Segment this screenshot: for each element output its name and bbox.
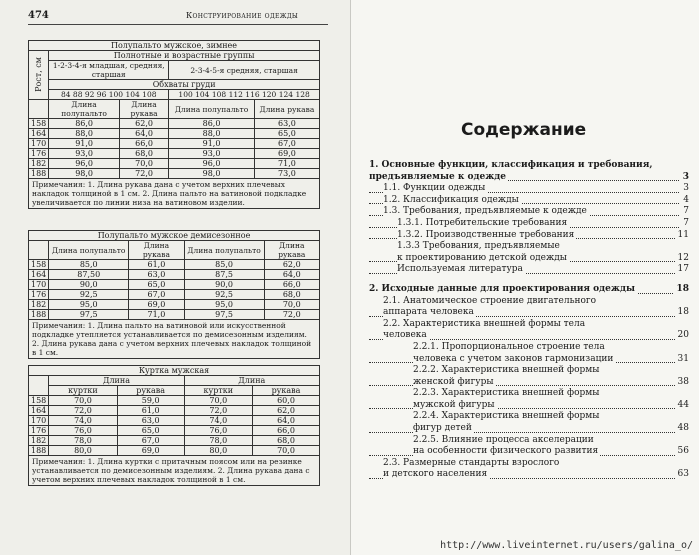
col-header: Длина рукава: [119, 100, 168, 119]
toc-entry[interactable]: [369, 377, 689, 389]
toc-entry[interactable]: [369, 183, 689, 195]
value-cell: 61,0: [117, 406, 184, 416]
col-header: куртки: [49, 386, 117, 396]
toc-page-number: 18: [677, 307, 689, 318]
toc-entry[interactable]: [369, 160, 689, 172]
value-cell: 63,0: [129, 270, 184, 280]
value-cell: 73,0: [254, 169, 319, 179]
value-cell: 62,0: [253, 406, 320, 416]
toc-entry-text: 2.1. Анатомическое строение двигательного: [383, 295, 597, 306]
toc-page-number: 18: [676, 283, 689, 294]
toc-page-number: 56: [677, 446, 689, 457]
height-cell: 164: [29, 129, 49, 139]
group-b-header: 2-3-4-5-я средняя, старшая: [169, 61, 320, 80]
height-cell: 176: [29, 290, 49, 300]
toc-entry-text: мужской фигуры: [413, 399, 495, 410]
running-title: Конструирование одежды: [186, 11, 299, 20]
height-cell: 182: [29, 436, 49, 446]
chest-value: 88: [72, 90, 83, 99]
value-cell: 67,0: [117, 436, 184, 446]
page-header: [28, 10, 328, 25]
toc-entry[interactable]: [369, 241, 689, 253]
toc-entry-text: 2.2.2. Характеристика внешней формы: [413, 365, 600, 376]
value-cell: 85,0: [49, 260, 129, 270]
value-cell: 96,0: [169, 159, 255, 169]
value-cell: 72,0: [119, 169, 168, 179]
value-cell: 80,0: [184, 446, 252, 456]
empty-cell: [29, 241, 49, 260]
chest-value: 116: [245, 90, 260, 99]
value-cell: 68,0: [119, 149, 168, 159]
empty-cell: [29, 100, 49, 119]
value-cell: 70,0: [264, 300, 319, 310]
toc-page-number: 7: [683, 217, 689, 228]
toc-entry-text: 2. Исходные данные для проектирования одежды: [369, 283, 635, 294]
chest-value: 124: [278, 90, 294, 99]
chest-value: 100: [108, 90, 124, 99]
table-row: [29, 270, 320, 280]
value-cell: 70,0: [49, 396, 117, 406]
toc-entry-text: 2.2.5. Влияние процесса акселерации: [413, 434, 594, 445]
height-cell: 170: [29, 280, 49, 290]
toc-entry-text: человека: [383, 330, 427, 341]
value-cell: 63,0: [117, 416, 184, 426]
toc-entry-text: 1.3. Требования, предъявляемые к одежде: [383, 206, 587, 217]
value-cell: 67,0: [254, 139, 319, 149]
height-cell: 182: [29, 300, 49, 310]
col-header: рукава: [253, 386, 320, 396]
value-cell: 70,0: [119, 159, 168, 169]
value-cell: 91,0: [169, 139, 255, 149]
toc-entry[interactable]: [369, 469, 689, 481]
value-cell: 87,5: [184, 270, 264, 280]
toc-entry[interactable]: [369, 423, 689, 435]
table-note: Примечания: 1. Длина пальто на ватиновой или искусственной подкладке утепляется устанавливается по демисезонным изделиям. 2. Длина рукава дана с учетом верхних плечевых накладок толщиной в 1 см.: [29, 320, 320, 359]
toc-entry-text: 2.2. Характеристика внешней формы тела: [383, 318, 586, 329]
table-row: [29, 300, 320, 310]
table-row: [29, 406, 320, 416]
value-cell: 74,0: [49, 416, 117, 426]
value-cell: 62,0: [264, 260, 319, 270]
height-cell: 170: [29, 139, 49, 149]
toc-entry[interactable]: [369, 458, 689, 470]
table-row: [29, 416, 320, 426]
toc-entry[interactable]: [369, 411, 689, 423]
table-note: Примечания: 1. Длина куртки с притачным поясом или на резинке устанавливается по демисезонным изделиям. 2. Длина рукава дана с учетом верхних плечевых накладок толщиной в 1 см.: [29, 456, 320, 486]
toc-entry[interactable]: [369, 264, 689, 276]
chest-value: 96: [96, 90, 107, 99]
source-watermark: http://www.liveinternet.ru/users/galina_o/: [440, 540, 693, 551]
value-cell: 90,0: [49, 280, 129, 290]
height-cell: 164: [29, 270, 49, 280]
size-table-demi-coat: [28, 230, 320, 359]
toc-entry-text: и детского населения: [383, 469, 488, 480]
toc-entry[interactable]: [369, 307, 689, 319]
value-cell: 59,0: [117, 396, 184, 406]
value-cell: 93,0: [169, 149, 255, 159]
toc-gap: [369, 276, 689, 284]
length-header: Длина: [184, 376, 319, 386]
height-cell: 158: [29, 119, 49, 129]
toc-entry[interactable]: [369, 446, 689, 458]
toc-page-number: 63: [677, 469, 689, 480]
toc-entry[interactable]: [369, 195, 689, 207]
table-row: [29, 436, 320, 446]
value-cell: 61,0: [129, 260, 184, 270]
value-cell: 87,50: [49, 270, 129, 280]
value-cell: 68,0: [264, 290, 319, 300]
height-cell: 176: [29, 426, 49, 436]
toc-page-number: 11: [677, 229, 689, 240]
value-cell: 88,0: [49, 129, 120, 139]
toc-entry[interactable]: [369, 206, 689, 218]
value-cell: 85,0: [184, 260, 264, 270]
toc-entry-text: 1. Основные функции, классификация и требования,: [369, 160, 653, 170]
value-cell: 78,0: [49, 436, 117, 446]
chest-value: 84: [60, 90, 71, 99]
toc-entry-text: 1.3.2. Производственные требования: [397, 229, 575, 240]
toc-page-number: 4: [683, 194, 689, 205]
height-cell: 158: [29, 260, 49, 270]
value-cell: 91,0: [49, 139, 120, 149]
value-cell: 76,0: [49, 426, 117, 436]
table-row: [29, 396, 320, 406]
height-label: Рост, см: [34, 56, 44, 92]
toc-page-number: 17: [677, 264, 689, 275]
col-header: куртки: [184, 386, 252, 396]
toc-entry[interactable]: [369, 218, 689, 230]
col-header: Длина полупальто: [49, 100, 120, 119]
value-cell: 64,0: [253, 416, 320, 426]
toc-entry-text: 2.2.1. Пропорциональное строение тела: [413, 341, 605, 352]
table-row: [29, 260, 320, 270]
toc-entry[interactable]: [369, 400, 689, 412]
toc-page-number: 7: [683, 206, 689, 217]
value-cell: 78,0: [184, 436, 252, 446]
value-cell: 69,0: [117, 446, 184, 456]
value-cell: 66,0: [119, 139, 168, 149]
toc-entry[interactable]: [369, 253, 689, 265]
table-note: Примечания: 1. Длина рукава дана с учетом верхних плечевых накладок толщиной в 1 см. 2. Длина пальто на ватиновой подкладке увеличивается по линии низа на ватиновом изделии.: [29, 179, 320, 209]
table-row: [29, 310, 320, 320]
value-cell: 72,0: [49, 406, 117, 416]
toc-entry-text: 2.2.4. Характеристика внешней формы: [413, 411, 600, 422]
table-row: [29, 280, 320, 290]
value-cell: 86,0: [169, 119, 255, 129]
value-cell: 65,0: [254, 129, 319, 139]
table-row: [29, 149, 320, 159]
chest-value: 120: [262, 90, 277, 99]
chest-value: 128: [295, 90, 310, 99]
toc-page-number: 31: [677, 353, 689, 364]
value-cell: 62,0: [119, 119, 168, 129]
toc-entry-text: 1.2. Классификация одежды: [383, 194, 519, 205]
table-row: [29, 159, 320, 169]
size-table-winter-coat: [28, 40, 320, 209]
chest-value: 108: [142, 90, 157, 99]
col-header: Длина рукава: [264, 241, 319, 260]
value-cell: 98,0: [169, 169, 255, 179]
col-header: Длина рукава: [129, 241, 184, 260]
toc-entry-text: женской фигуры: [413, 376, 494, 387]
table-row: [29, 290, 320, 300]
value-cell: 97,5: [184, 310, 264, 320]
toc-entry-text: человека с учетом законов гармонизации: [413, 353, 614, 364]
value-cell: 60,0: [253, 396, 320, 406]
toc-entry[interactable]: [369, 284, 689, 296]
right-page: [351, 0, 699, 555]
size-table-jacket: [28, 365, 320, 486]
toc-entry[interactable]: [369, 342, 689, 354]
table-of-contents: [369, 160, 689, 481]
chest-values-a: [49, 90, 169, 100]
toc-entry[interactable]: [369, 230, 689, 242]
value-cell: 64,0: [264, 270, 319, 280]
value-cell: 71,0: [129, 310, 184, 320]
height-cell: 170: [29, 416, 49, 426]
height-cell: 164: [29, 406, 49, 416]
toc-entry-text: 2.3. Размерные стандарты взрослого: [383, 457, 560, 468]
height-cell: 182: [29, 159, 49, 169]
toc-entry-text: 2.2.3. Характеристика внешней формы: [413, 388, 600, 399]
chest-value: 104: [195, 90, 210, 99]
table-body: [29, 396, 320, 456]
value-cell: 72,0: [264, 310, 319, 320]
value-cell: 95,0: [184, 300, 264, 310]
col-header: Длина рукава: [254, 100, 319, 119]
value-cell: 74,0: [184, 416, 252, 426]
value-cell: 67,0: [129, 290, 184, 300]
table-body: [29, 260, 320, 320]
chest-value: 104: [125, 90, 140, 99]
value-cell: 65,0: [129, 280, 184, 290]
height-header: [29, 51, 49, 100]
group-a-header: 1-2-3-4-я младшая, средняя, старшая: [49, 61, 169, 80]
value-cell: 69,0: [254, 149, 319, 159]
value-cell: 66,0: [253, 426, 320, 436]
value-cell: 66,0: [264, 280, 319, 290]
value-cell: 76,0: [184, 426, 252, 436]
toc-page-number: 48: [677, 423, 689, 434]
table-title: Куртка мужская: [29, 366, 320, 376]
empty-cell: [29, 376, 49, 396]
toc-page-number: 38: [677, 376, 689, 387]
value-cell: 90,0: [184, 280, 264, 290]
table-row: [29, 426, 320, 436]
length-header: Длина: [49, 376, 184, 386]
value-cell: 92,5: [49, 290, 129, 300]
toc-page-number: 12: [677, 252, 689, 263]
chest-value: 100: [178, 90, 193, 99]
table-row: [29, 119, 320, 129]
value-cell: 98,0: [49, 169, 120, 179]
height-cell: 176: [29, 149, 49, 159]
value-cell: 92,5: [184, 290, 264, 300]
table-title: Полупальто мужское, зимнее: [29, 41, 320, 51]
table-row: [29, 169, 320, 179]
value-cell: 70,0: [253, 446, 320, 456]
height-cell: 188: [29, 169, 49, 179]
toc-entry-text: аппарата человека: [383, 307, 474, 318]
toc-entry[interactable]: [369, 435, 689, 447]
table-row: [29, 446, 320, 456]
groups-header: Полнотные и возрастные группы: [49, 51, 320, 61]
toc-entry-text: 1.1. Функции одежды: [383, 183, 486, 194]
toc-entry[interactable]: [369, 388, 689, 400]
height-cell: 158: [29, 396, 49, 406]
toc-title: Содержание: [461, 120, 587, 140]
value-cell: 93,0: [49, 149, 120, 159]
value-cell: 72,0: [184, 406, 252, 416]
toc-entry[interactable]: [369, 319, 689, 331]
height-cell: 188: [29, 310, 49, 320]
col-header: рукава: [117, 386, 184, 396]
value-cell: 63,0: [254, 119, 319, 129]
value-cell: 86,0: [49, 119, 120, 129]
col-header: Длина полупальто: [49, 241, 129, 260]
toc-page-number: 20: [677, 330, 689, 341]
value-cell: 70,0: [184, 396, 252, 406]
height-cell: 188: [29, 446, 49, 456]
toc-page-number: 44: [677, 399, 689, 410]
value-cell: 97,5: [49, 310, 129, 320]
toc-entry-text: 1.3.3 Требования, предъявляемые: [397, 241, 560, 252]
toc-page-number: 3: [683, 183, 689, 194]
chest-value: 108: [211, 90, 227, 99]
value-cell: 96,0: [49, 159, 120, 169]
toc-entry-text: предъявляемые к одежде: [369, 171, 507, 182]
col-header: Длина полупальто: [169, 100, 255, 119]
toc-entry-text: фигур детей: [413, 423, 472, 434]
toc-entry[interactable]: [369, 365, 689, 377]
value-cell: 80,0: [49, 446, 117, 456]
value-cell: 71,0: [254, 159, 319, 169]
toc-entry[interactable]: [369, 354, 689, 366]
chest-values-b: [169, 90, 320, 100]
toc-entry-text: на особенности физического развития: [413, 446, 599, 457]
chest-value: 112: [228, 90, 243, 99]
value-cell: 64,0: [119, 129, 168, 139]
value-cell: 95,0: [49, 300, 129, 310]
toc-entry-text: Используемая литература: [397, 264, 523, 275]
table-title: Полупальто мужское демисезонное: [29, 231, 320, 241]
toc-entry[interactable]: [369, 172, 689, 184]
value-cell: 88,0: [169, 129, 255, 139]
table-row: [29, 129, 320, 139]
value-cell: 69,0: [129, 300, 184, 310]
value-cell: 68,0: [253, 436, 320, 446]
toc-page-number: 3: [682, 171, 689, 182]
page-number: 474: [28, 10, 49, 21]
toc-entry-text: к проектированию детской одежды: [397, 252, 567, 263]
toc-entry[interactable]: [369, 330, 689, 342]
table-body: [29, 119, 320, 179]
toc-entry-text: 1.3.1. Потребительские требования: [397, 217, 568, 228]
toc-entry[interactable]: [369, 296, 689, 308]
chest-value: 92: [84, 90, 95, 99]
chest-header: Обхваты груди: [49, 80, 320, 90]
col-header: Длина полупальто: [184, 241, 264, 260]
table-row: [29, 139, 320, 149]
value-cell: 65,0: [117, 426, 184, 436]
